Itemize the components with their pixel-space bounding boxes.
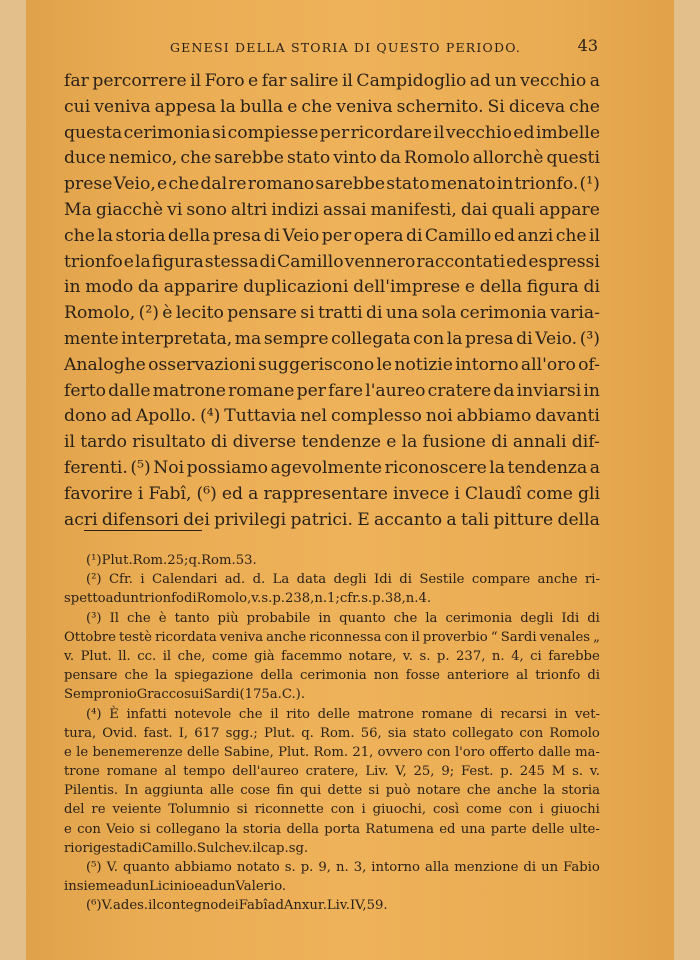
footnote-line: (³) Il che è tanto più probabile in quanto che la cerimonia degli Idi di bbox=[86, 610, 600, 626]
body-line: questa cerimonia si compiesse per ricordare il vecchio ed imbelle bbox=[64, 122, 600, 143]
body-text bbox=[64, 69, 600, 533]
footnote-line: (²) Cfr. i Calendari ad. d. La data degli Idi di Sestile compare anche ri- bbox=[86, 572, 600, 588]
footnote bbox=[64, 609, 600, 705]
footnote bbox=[64, 858, 600, 896]
footnote-line: Sempronio Gracco sui Sardi (175 a. C.). bbox=[64, 687, 306, 703]
footnote-line: Ottobre testè ricordata veniva anche riconnessa con il proverbio “ Sardi venales „ bbox=[64, 629, 600, 645]
body-line: Romolo, (²) è lecito pensare si tratti di una sola cerimonia varia- bbox=[64, 303, 600, 324]
footnote-line: tura, Ovid. fast. I, 617 sgg.; Plut. q. Rom. 56, sia stato collegato con Romolo bbox=[64, 725, 600, 741]
body-line: che la storia della presa di Veio per opera di Camillo ed anzi che il bbox=[64, 225, 600, 246]
footnote-line: pensare che la spiegazione della cerimonia non fosse anteriore al trionfo di bbox=[64, 668, 600, 684]
footnote bbox=[64, 570, 600, 608]
body-line: il tardo risultato di diverse tendenze e la fusione di annali dif- bbox=[64, 432, 600, 453]
footnote bbox=[64, 896, 600, 915]
body-line: duce nemico, che sarebbe stato vinto da Romolo allorchè questi bbox=[64, 148, 600, 169]
footnote-line: v. Plut. ll. cc. il che, come già facemmo notare, v. s. p. 237, n. 4, ci farebbe bbox=[64, 648, 600, 664]
book-page bbox=[26, 0, 674, 960]
body-line: acri difensori dei privilegi patrici. E accanto a tali pitture della bbox=[64, 509, 600, 530]
footnote-line: e con Veio si collegano la storia della porta Ratumena ed una parte delle ulte- bbox=[64, 821, 600, 837]
body-line: dono ad Apollo. (⁴) Tuttavia nel complesso noi abbiamo davanti bbox=[64, 406, 600, 427]
footnote-line: Pilentis. In aggiunta alle cose fin qui dette si può notare che anche la storia bbox=[64, 783, 600, 799]
footnote-line: (⁶) V. ad es. il contegno dei Fabî ad Anxur. Liv. IV, 59. bbox=[86, 898, 388, 914]
body-line: cui veniva appesa la bulla e che veniva schernito. Si diceva che bbox=[64, 96, 600, 117]
body-line: Ma giacchè vi sono altri indizi assai manifesti, dai quali appare bbox=[64, 199, 600, 220]
footnote-line: e le benemerenze delle Sabine, Plut. Rom. 21, ovvero con l'oro offerto dalle ma- bbox=[64, 744, 600, 760]
body-line: ferto dalle matrone romane per fare l'aureo cratere da inviarsi in bbox=[64, 380, 600, 401]
body-line: in modo da apparire duplicazioni dell'imprese e della figura di bbox=[64, 277, 600, 298]
running-head: GENESI DELLA STORIA DI QUESTO PERIODO. bbox=[170, 40, 522, 55]
page-header bbox=[26, 36, 674, 60]
footnote-line: riori gesta di Camillo. Sul che v. il cap. sg. bbox=[64, 840, 309, 856]
footnote bbox=[64, 705, 600, 859]
footnote-line: (⁴) È infatti notevole che il rito delle matrone romane di recarsi in vet- bbox=[86, 706, 600, 722]
body-line: trionfo e la figura stessa di Camillo vennero raccontati ed espressi bbox=[64, 251, 600, 272]
footnote-line: insieme ad un Licinio e ad un Valerio. bbox=[64, 879, 287, 895]
page-number: 43 bbox=[577, 36, 598, 55]
footnote-line: (¹) Plut. Rom. 25; q. Rom. 53. bbox=[86, 553, 257, 568]
body-line: Analoghe osservazioni suggeriscono le notizie intorno all'oro of- bbox=[64, 354, 600, 375]
footnote-line: del re veiente Tolumnio si riconnette con i giuochi, così come con i giuochi bbox=[64, 802, 600, 818]
body-line: ferenti. (⁵) Noi possiamo agevolmente riconoscere la tendenza a bbox=[64, 457, 600, 478]
footnote-line: spetto ad un trionfo di Romolo, v. s. p. 238, n. 1; cfr. s. p. 38, n. 4. bbox=[64, 591, 432, 607]
body-line: mente interpretata, ma sempre collegata con la presa di Veio. (³) bbox=[64, 328, 600, 349]
body-line: far percorrere il Foro e far salire il Campidoglio ad un vecchio a bbox=[64, 71, 600, 91]
footnote-line: (⁵) V. quanto abbiamo notato s. p. 9, n. 3, intorno alla menzione di un Fabio bbox=[86, 860, 600, 875]
footnotes bbox=[64, 551, 600, 916]
footnote-line: trone romane al tempo dell'aureo cratere, Liv. V, 25, 9; Fest. p. 245 M s. v. bbox=[64, 764, 600, 780]
footnote-separator bbox=[84, 530, 202, 531]
body-line: prese Veio, e che dal re romano sarebbe stato menato in trionfo. (¹) bbox=[64, 174, 600, 195]
body-line: favorire i Fabî, (⁶) ed a rappresentare invece i Claudî come gli bbox=[64, 483, 600, 504]
footnote bbox=[64, 551, 600, 570]
